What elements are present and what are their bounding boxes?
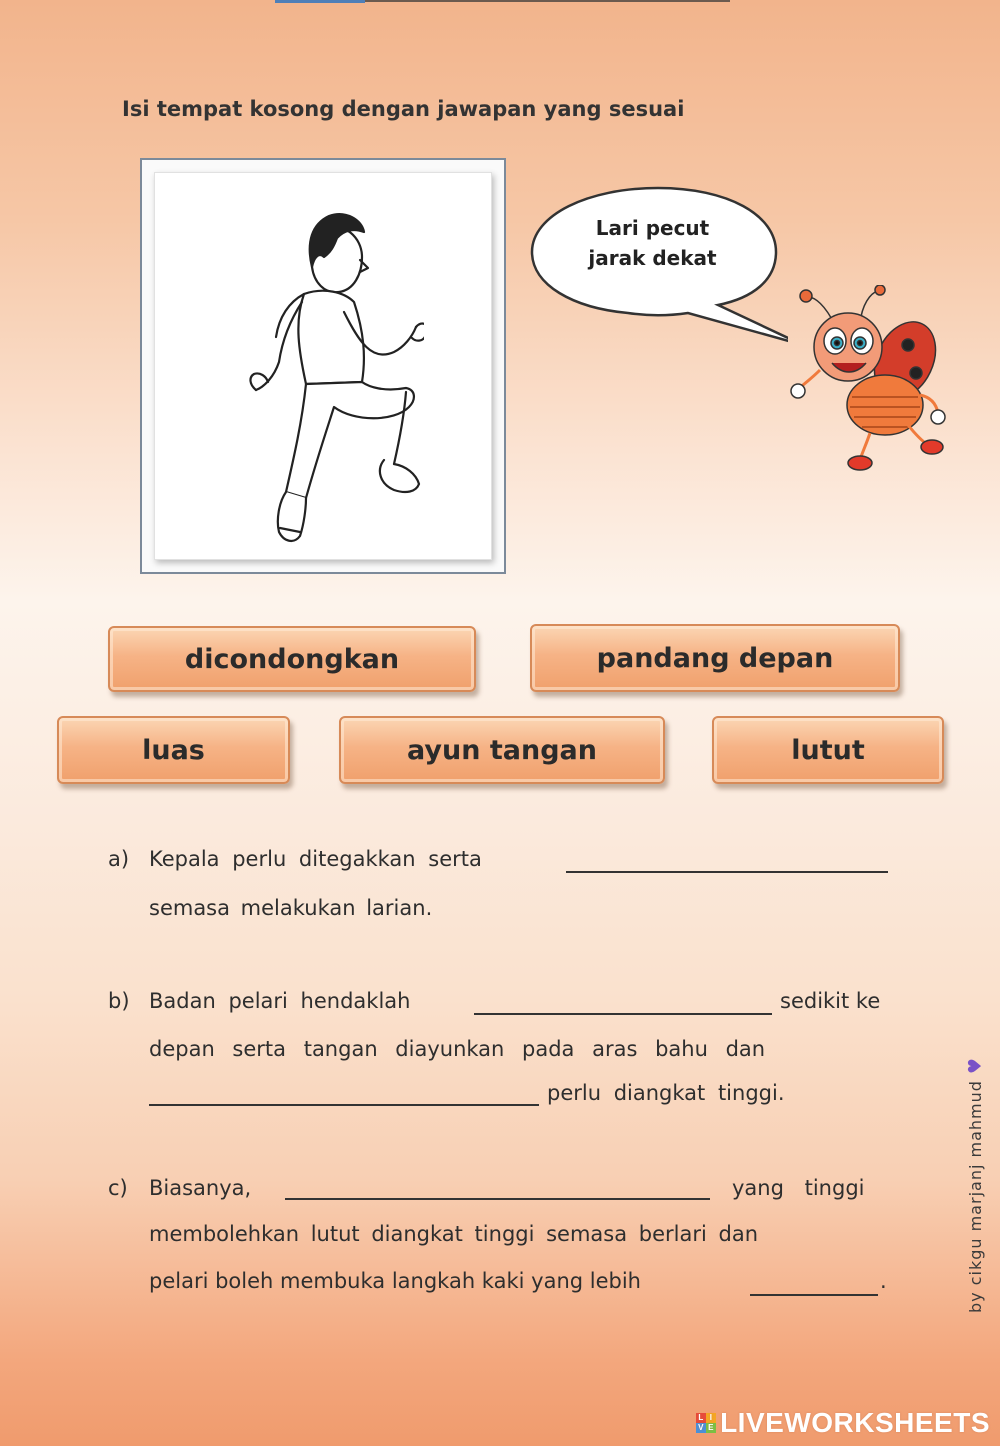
author-credit-text: by cikgu marjanj mahmud <box>966 1080 985 1313</box>
speech-bubble-text <box>560 213 745 273</box>
ladybug-mascot-illustration <box>790 285 950 475</box>
heart-icon: ♥ <box>965 1056 986 1075</box>
answer-chip-lutut[interactable]: lutut <box>712 716 944 784</box>
speech-bubble-line-1: Lari pecut <box>595 216 710 240</box>
runner-picture <box>154 172 492 560</box>
logo-letter-i: I <box>706 1413 716 1423</box>
question-c-line-1-end: yang tinggi <box>732 1176 865 1200</box>
author-credit <box>965 1057 986 1313</box>
answer-chip-ayun-tangan[interactable]: ayun tangan <box>339 716 665 784</box>
question-c-answer-input-1[interactable] <box>285 1170 714 1200</box>
question-c-line-3-start: pelari boleh membuka langkah kaki yang lebih <box>149 1269 641 1293</box>
answer-chip-dicondongkan[interactable]: dicondongkan <box>108 626 476 692</box>
question-b-answer-input-2[interactable] <box>149 1076 543 1106</box>
question-b-answer-input-1[interactable] <box>474 985 776 1015</box>
question-c-marker: c) <box>108 1176 128 1200</box>
question-a-line-2: semasa melakukan larian. <box>149 896 433 920</box>
answer-chip-pandang-depan[interactable]: pandang depan <box>530 624 900 692</box>
runner-picture-frame <box>140 158 506 574</box>
instruction-heading: Isi tempat kosong dengan jawapan yang sesuai <box>122 97 685 121</box>
question-c-line-3-end: . <box>880 1269 887 1293</box>
question-a-line-1: Kepala perlu ditegakkan serta <box>149 847 482 871</box>
question-c-line-2: membolehkan lutut diangkat tinggi semasa berlari dan <box>149 1222 759 1246</box>
running-boy-illustration <box>194 202 424 547</box>
liveworksheets-logo-icon <box>696 1413 716 1433</box>
liveworksheets-brand <box>696 1407 990 1439</box>
brand-name: LIVEWORKSHEETS <box>720 1407 990 1438</box>
question-c-line-1-start: Biasanya, <box>149 1176 252 1200</box>
question-a-answer-input[interactable] <box>566 843 892 873</box>
logo-letter-l: L <box>696 1413 706 1423</box>
question-b-line-3-end: perlu diangkat tinggi. <box>547 1081 785 1105</box>
question-b-line-2: depan serta tangan diayunkan pada aras bahu dan <box>149 1037 766 1061</box>
question-c-answer-input-2[interactable] <box>750 1266 882 1296</box>
answer-chip-luas[interactable]: luas <box>57 716 290 784</box>
top-divider-accent <box>275 0 365 3</box>
logo-letter-e: E <box>706 1423 716 1433</box>
question-b-line-1-start: Badan pelari hendaklah <box>149 989 411 1013</box>
logo-letter-v: V <box>696 1423 706 1433</box>
speech-bubble-line-2: jarak dekat <box>588 246 717 270</box>
question-b-marker: b) <box>108 989 130 1013</box>
question-b-line-1-end: sedikit ke <box>780 989 881 1013</box>
question-a-marker: a) <box>108 847 130 871</box>
